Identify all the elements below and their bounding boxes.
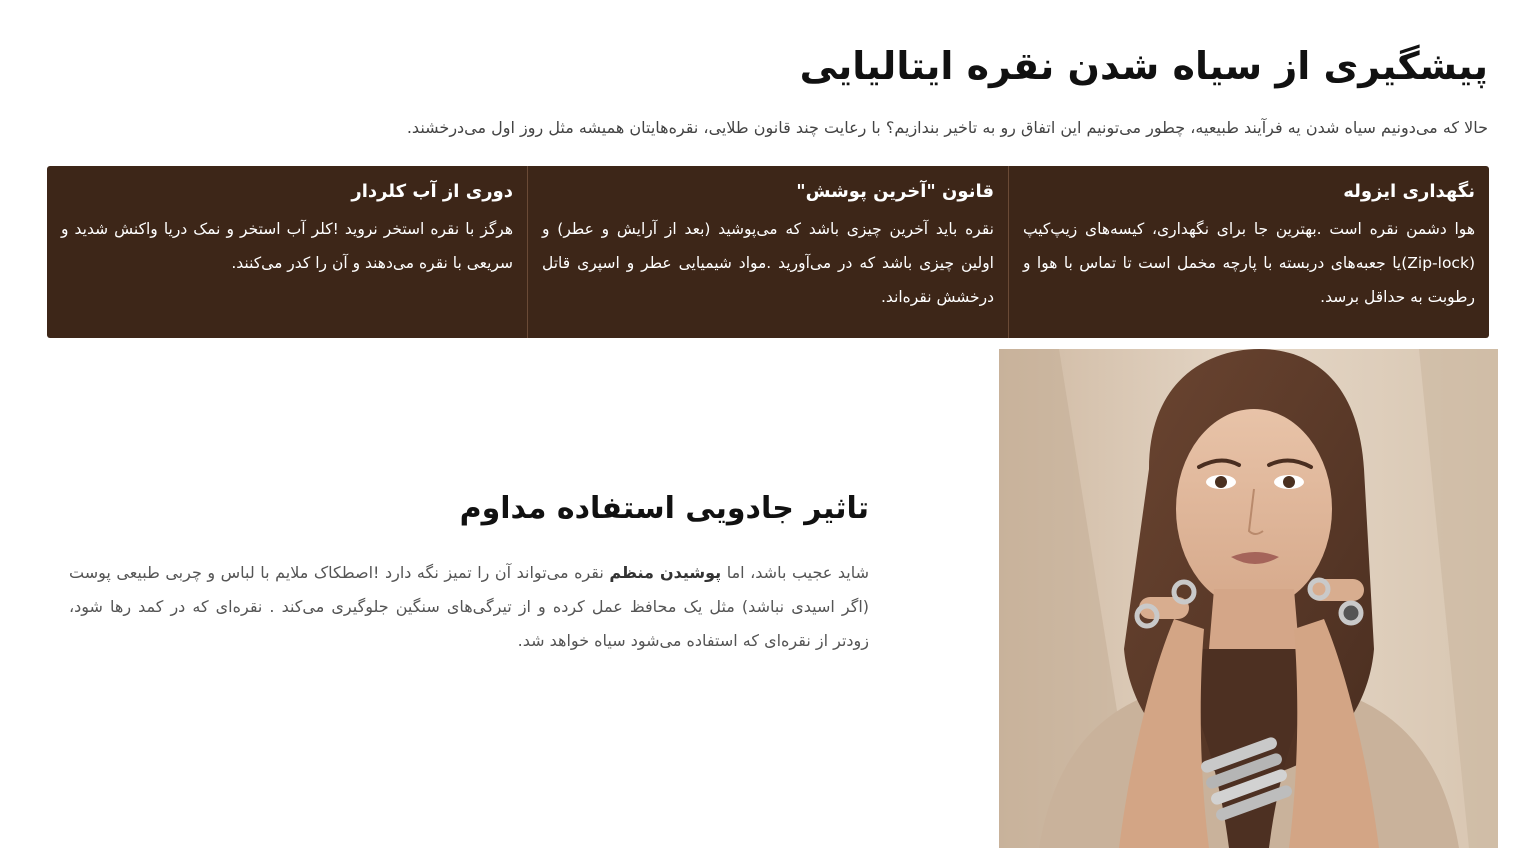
card-avoid-chlorine [47, 166, 527, 338]
usage-text-end: نقره می‌تواند آن را تمیز نگه دارد !اصطکاک ملایم با لباس و چربی طبیعی پوست (اگر اسیدی نباشد) مثل یک محافظ عمل کرده و از تیرگی‌های سنگین جلوگیری می‌کند . نقره‌ای که در کمد رها شود، زودتر از نقره‌ای که استفاده می‌شود سیاه خواهد شد. [69, 563, 869, 650]
card-text: هرگز با نقره استخر نروید !کلر آب استخر و نمک دریا واکنش شدید و سریعی با نقره می‌دهند و آن را کدر می‌کنند. [61, 220, 513, 272]
card-title: نگهداری ایزوله [1343, 181, 1475, 202]
model-photo [999, 349, 1498, 848]
card-title: دوری از آب کلردار [351, 181, 513, 202]
model-photo-illustration [999, 349, 1498, 848]
prevention-cards [47, 166, 1489, 338]
card-title: قانون "آخرین پوشش" [796, 181, 994, 202]
usage-text-start: شاید عجیب باشد، اما [721, 563, 870, 582]
card-text: نقره باید آخرین چیزی باشد که می‌پوشید (بعد از آرایش و عطر) و اولین چیزی باشد که در می‌آورید .مواد شیمیایی عطر و اسپری قاتل درخشش نقره‌اند. [542, 220, 994, 306]
usage-text-bold: پوشیدن منظم [609, 563, 722, 582]
usage-text [69, 556, 869, 658]
usage-title: تاثیر جادویی استفاده مداوم [459, 491, 869, 526]
prevention-title: پیشگیری از سیاه شدن نقره ایتالیایی [799, 44, 1488, 88]
prevention-intro: حالا که می‌دونیم سیاه شدن یه فرآیند طبیعیه، چطور می‌تونیم این اتفاق رو به تاخیر بندازیم؟ با رعایت چند قانون طلایی، نقره‌هایتان همیشه مثل روز اول می‌درخشند. [406, 118, 1488, 137]
card-isolated-storage [1008, 166, 1489, 338]
card-text: هوا دشمن نقره است .بهترین جا برای نگهداری، کیسه‌های زیپ‌کیپ (Zip-lock)یا جعبه‌های دربسته با پارچه مخمل است تا تماس با هوا و رطوبت به حداقل برسد. [1023, 220, 1475, 306]
card-last-layer-rule [527, 166, 1008, 338]
